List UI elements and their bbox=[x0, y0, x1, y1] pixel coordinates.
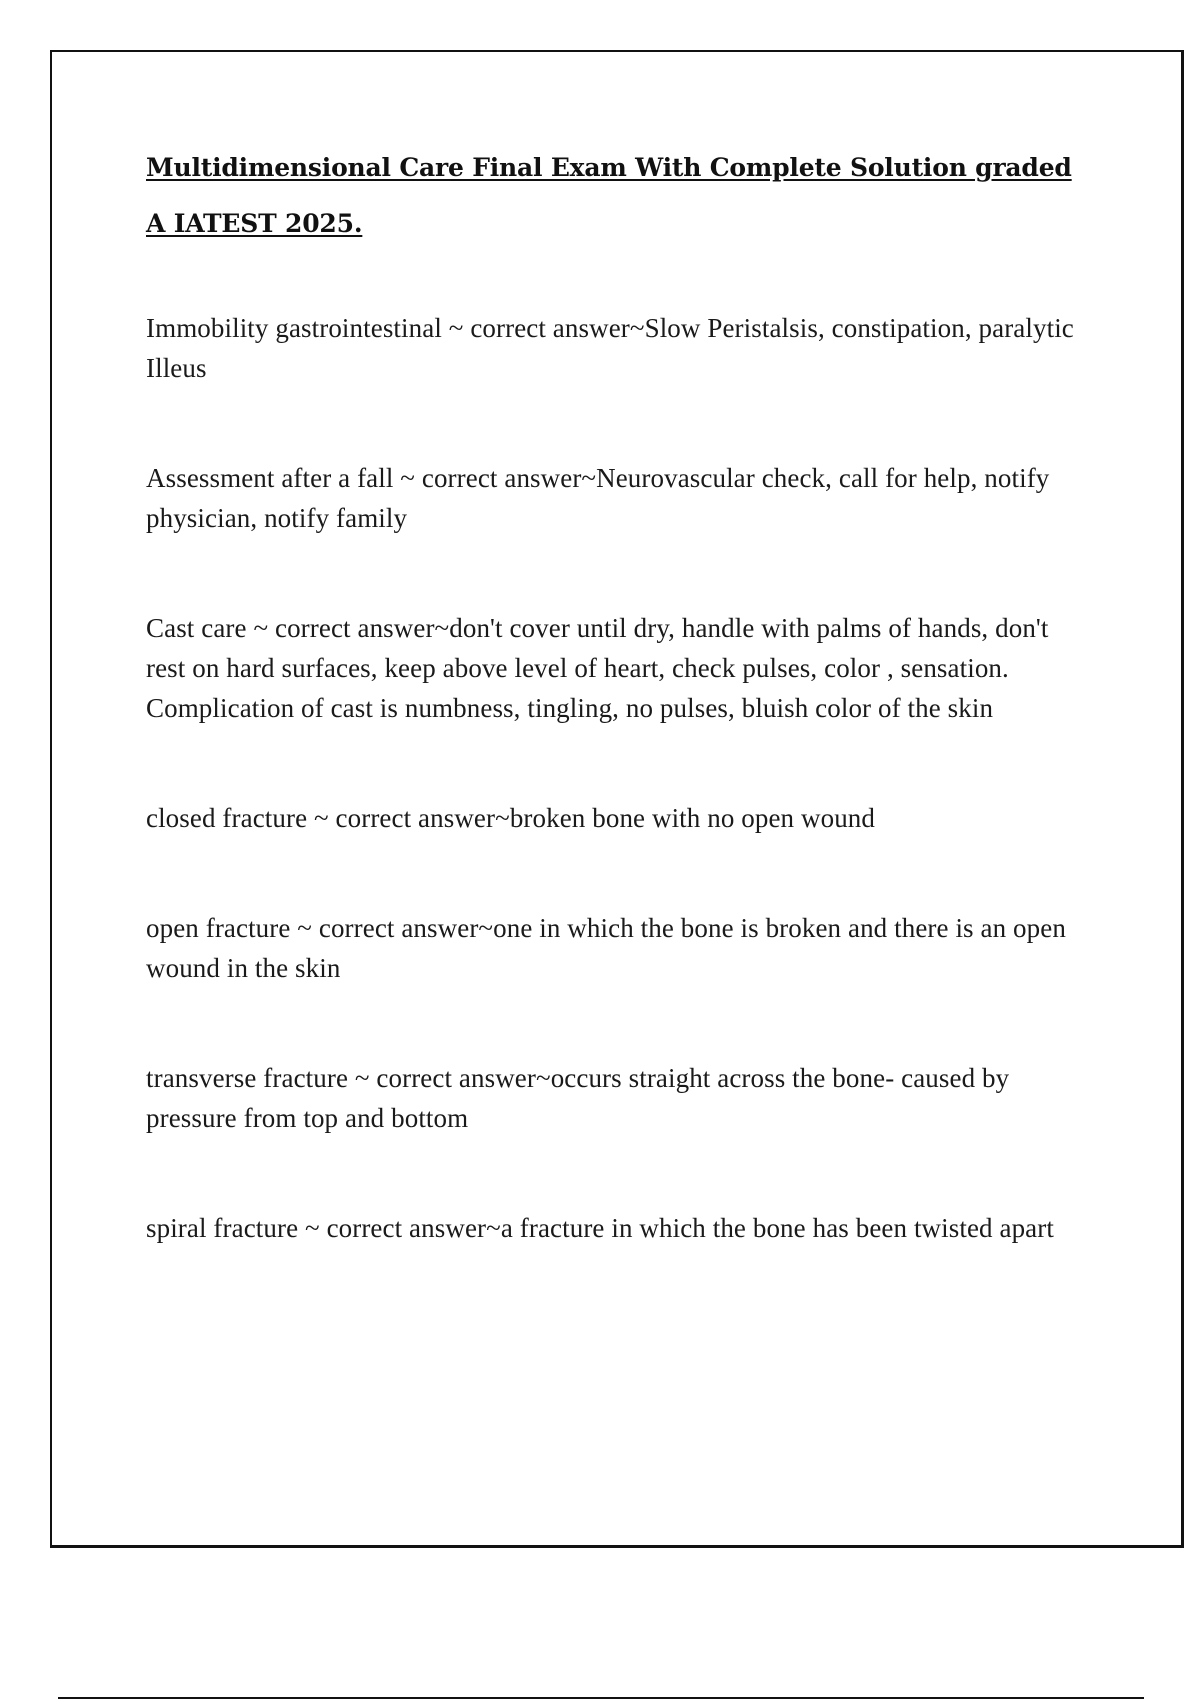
qa-item-closed-fracture: closed fracture ~ correct answer~broken bone with no open wound bbox=[146, 803, 876, 833]
qa-item-immobility-gastrointestinal: Immobility gastrointestinal ~ correct answer~Slow Peristalsis, constipation, paralytic Illeus bbox=[146, 313, 1074, 383]
footer-divider bbox=[58, 1697, 1144, 1699]
qa-item-open-fracture: open fracture ~ correct answer~one in which the bone is broken and there is an open wound in the skin bbox=[146, 913, 1066, 983]
qa-item-spiral-fracture: spiral fracture ~ correct answer~a fracture in which the bone has been twisted apart bbox=[146, 1213, 1054, 1243]
qa-item-cast-care: Cast care ~ correct answer~don't cover until dry, handle with palms of hands, don't rest on hard surfaces, keep above level of heart, check pulses, color , sensation. Complication of cast is numbness, tingling, no pulses, bluish color of the skin bbox=[146, 613, 1049, 723]
qa-item-transverse-fracture: transverse fracture ~ correct answer~occurs straight across the bone- caused by pressure from top and bottom bbox=[146, 1063, 1010, 1133]
qa-item-assessment-after-fall: Assessment after a fall ~ correct answer~Neurovascular check, call for help, notify physician, notify family bbox=[146, 463, 1050, 533]
document-title: Multidimensional Care Final Exam With Complete Solution graded A IATEST 2025. bbox=[146, 153, 1072, 238]
qa-list bbox=[146, 308, 1086, 1318]
